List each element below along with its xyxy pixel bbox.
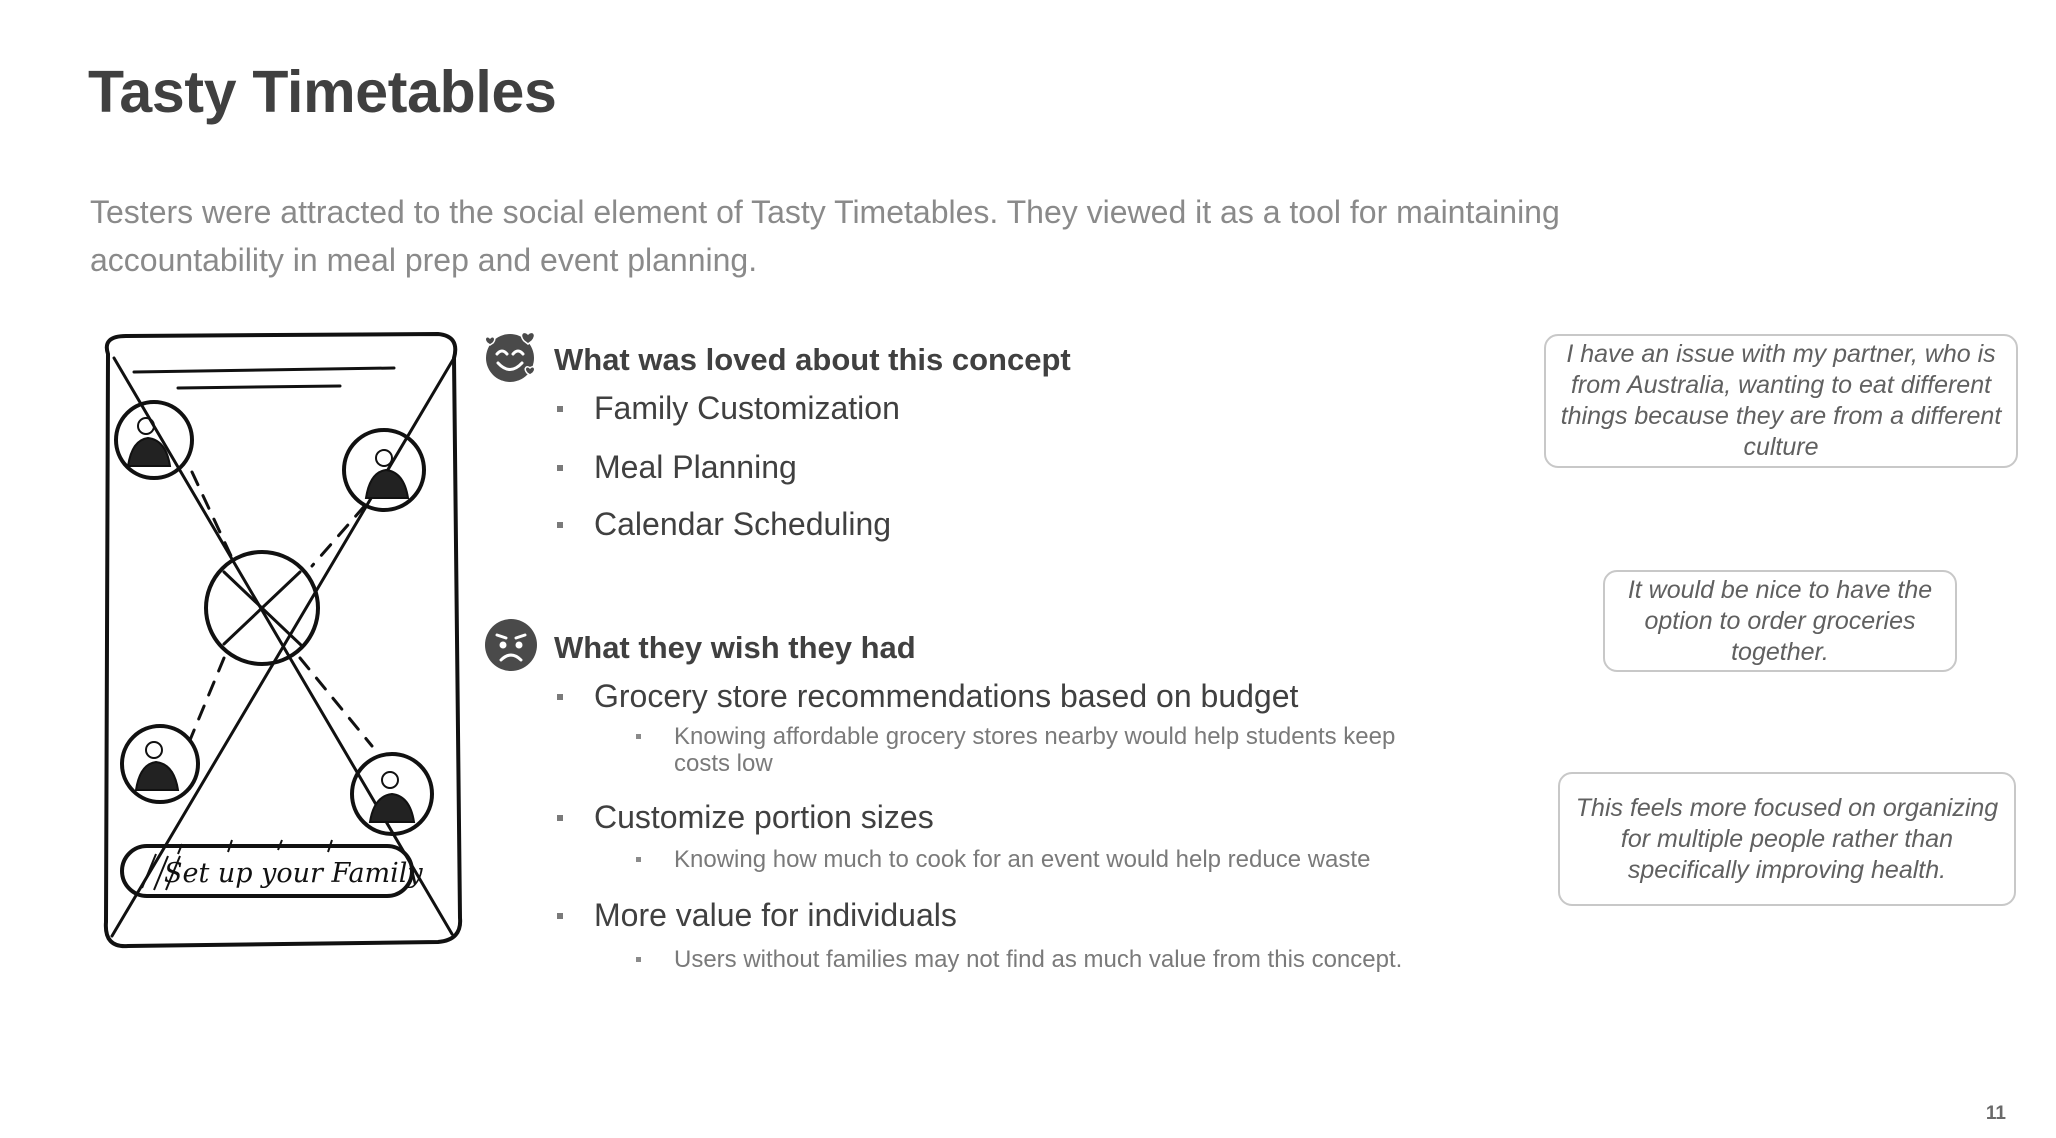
list-item: Family Customization [484,390,900,427]
list-item: Meal Planning [484,449,900,486]
wish-section-title: What they wish they had [554,630,916,665]
loved-section-title: What was loved about this concept [554,342,1071,377]
slide-subtitle: Testers were attracted to the social element of Tasty Timetables. They viewed it as a tool for maintaining accountability in meal prep and event planning. [90,194,1560,278]
concept-sketch-image [82,328,482,960]
list-item: Customize portion sizes [484,799,1434,836]
list-item: Grocery store recommendations based on budget [484,678,1434,715]
worried-face-icon [484,618,538,672]
tester-quote: This feels more focused on organizing for multiple people rather than specifically improving health. [1558,772,2016,906]
list-item: Calendar Scheduling [484,506,900,543]
tester-quote: It would be nice to have the option to order groceries together. [1603,570,1957,672]
wish-list [484,678,1434,973]
sketch-button-text: Set up your Family [164,858,423,889]
list-item: More value for individuals [484,897,1434,934]
loved-section [484,330,1071,543]
page-number: 11 [1985,1103,2006,1124]
slide-title: Tasty Timetables [88,59,557,125]
smiling-face-with-hearts-icon [484,330,538,384]
loved-list [484,390,900,543]
list-item-detail: Knowing how much to cook for an event would help reduce waste [484,846,1434,873]
wish-section [484,618,1434,973]
tester-quote: I have an issue with my partner, who is from Australia, wanting to eat different things because they are from a different culture [1544,334,2018,468]
list-item-detail: Users without families may not find as much value from this concept. [484,946,1434,973]
list-item-detail: Knowing affordable grocery stores nearby would help students keep costs low [484,723,1434,777]
